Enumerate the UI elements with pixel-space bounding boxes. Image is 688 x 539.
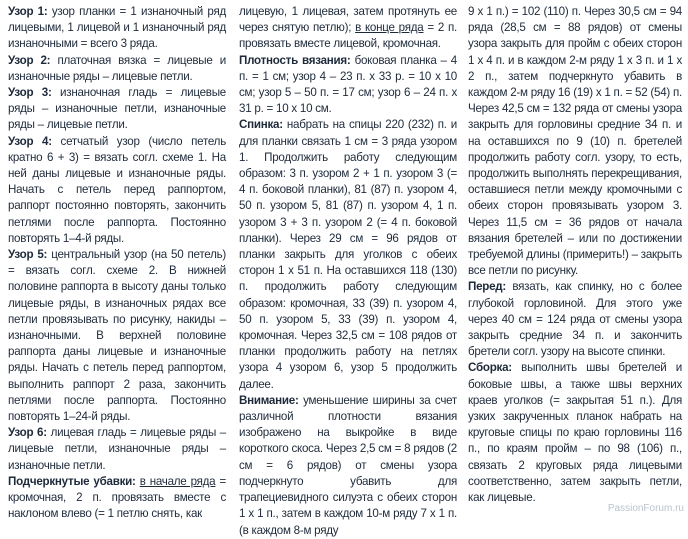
paragraph-front: [468, 279, 682, 360]
heading-pattern-3: Узор 3:: [8, 86, 52, 100]
paragraph-attention: [239, 393, 457, 539]
paragraph-back-cont: [468, 4, 682, 279]
text-pattern-3: изнаночная гладь = лицевые ряды – изнаночные петли, изнаночные ряды – лицевые петли.: [8, 86, 226, 132]
heading-pattern-5: Узор 5:: [8, 248, 48, 262]
text-attention: уменьшение ширины за счет различной плотности вязания изображено на выкройке в виде короткого скоса. Через 2,5 см = 8 рядов (2 см = 6 рядов) от смены узора подчеркнуто убавить для трапециевидного силуэта с обеих сторон 1 x 1 п., затем в каждом 10-м ряду 7 x 1 п. (в каждом 8-м ряду: [239, 393, 457, 537]
paragraph-pattern-1: [8, 4, 226, 53]
text-pattern-4: сетчатый узор (число петель кратно 6 + 3) = вязать согл. схеме 1. На ней даны лицевые и изнаночные ряды. Начать с петель перед раппортом, раппорт постоянно повторять, закончить петлями после раппорта. Постоянно повторять 1–4-й ряды.: [8, 134, 226, 245]
heading-back: Спинка:: [239, 118, 283, 132]
paragraph-gauge: [239, 53, 457, 118]
text-assembly: выполнить швы бретелей и боковые швы, а также швы верхних краев уголков (= закрытая 51 п.). Для узких закрученных планок набрать на круговые спицы по краю горловины 116 п., по краям пройм – по 98 (106) п., связать 2 круговых ряда лицевыми соответственно, затем закрыть петли, как лицевые.: [468, 361, 682, 505]
heading-assembly: Сборка:: [468, 361, 512, 375]
paragraph-back: [239, 117, 457, 392]
text-front: вязать, как спинку, но с более глубокой горловиной. Для этого уже через 40 см = 124 ряда от смены узора закрыть средние 34 п. и закончить бретели согл. узору на высоте спинки.: [468, 280, 682, 359]
paragraph-decreases-cont: [239, 4, 457, 53]
column-2: [239, 4, 457, 539]
column-3: [468, 4, 682, 506]
text-pattern-2: платочная вязка = лицевые и изнаночные ряды – лицевые петли.: [8, 53, 226, 83]
underline-row-end: в конце ряда: [355, 21, 424, 35]
paragraph-pattern-4: [8, 134, 226, 247]
heading-pattern-2: Узор 2:: [8, 53, 51, 67]
column-1: [8, 4, 226, 523]
paragraph-pattern-6: [8, 425, 226, 474]
text-decreases-end: = 2 п. провязать вместе лицевой, кромочная.: [239, 21, 457, 51]
text-decreases: = кромочная, 2 п. провязать вместе с наклоном влево (= 1 петлю снять, как: [8, 474, 226, 521]
paragraph-pattern-5: [8, 247, 226, 425]
text-decreases-cont: лицевую, 1 лицевая, затем протянуть ее через снятую петлю);: [239, 5, 457, 35]
heading-attention: Внимание:: [239, 393, 299, 407]
paragraph-decreases: [8, 474, 226, 523]
heading-pattern-1: Узор 1:: [8, 5, 48, 18]
heading-pattern-4: Узор 4:: [8, 134, 52, 148]
paragraph-pattern-2: [8, 53, 226, 85]
heading-front: Перед:: [468, 280, 507, 294]
underline-row-start: в начале ряда: [139, 474, 216, 488]
heading-pattern-6: Узор 6:: [8, 426, 47, 440]
text-back: набрать на спицы 220 (232) п. и для планки связать 1 см = 3 ряда узором 1. Продолжить работу следующим образом: 3 п. узором 2 + 1 п. узором 3 (= 4 п. боковой планки), 81 (87) п. узором 4, 50 п. узором 5, 81 (87) п. узором 4, 1 п. узором 3 + 3 п. узором 2 (= 4 п. боковой планки). Через 29 см = 96 рядов от планки закрыть для уголков с обеих сторон 1 x 51 п. На оставшихся 118 (130) п. продолжить работу следующим образом: кромочная, 33 (39) п. узором 4, 50 п. узором 5, 33 (39) п. узором 4, кромочная. Через 32,5 см = 108 рядов от планки продолжить работу на петлях узора 4 узором 6, узор 5 продолжить далее.: [239, 118, 457, 391]
paragraph-pattern-3: [8, 85, 226, 134]
text-pattern-1: узор планки = 1 изнаночный ряд лицевыми, 1 лицевой и 1 изнаночный ряд изнаночными = всего 3 ряда.: [8, 5, 226, 51]
paragraph-assembly: [468, 360, 682, 506]
watermark: PassionForum.ru: [607, 503, 684, 514]
text-gauge: боковая планка – 4 п. = 1 см; узор 4 – 23 п. x 33 р. = 10 x 10 см; узор 5 – 50 п. = 17 см; узор 6 – 24 п. x 31 р. = 10 x 10 см.: [239, 53, 457, 116]
heading-gauge: Плотность вязания:: [239, 53, 351, 67]
text-pattern-5: центральный узор (на 50 петель) = вязать согл. схеме 2. В нижней половине раппорта в высоту даны только лицевые ряды, в изнаночных рядах все петли провязывать по рисунку, накиды – изнаночными. В верхней половине раппорта даны лицевые и изнаночные ряды. Начать с петель перед раппортом, выполнить раппорт 2 раза, закончить петлями после раппорта. Постоянно повторять 1–24-й ряды.: [8, 248, 226, 424]
text-back-cont: 9 x 1 п.) = 102 (110) п. Через 30,5 см = 94 ряда (28,5 см = 88 рядов) от смены узора закрыть для пройм с обеих сторон 1 x 4 п. и в каждом 2-м ряду 1 x 3 п. и 1 x 2 п., затем подчеркнуто убавить в каждом 2-м ряду 16 (19) x 1 п. = 52 (54) п. Через 42,5 см = 132 ряда от смены узора закрыть для горловины средние 34 п. и на оставшихся по 9 (10) п. бретелей продолжить работу согл. узору, то есть, продолжить выполнять перекрещивания, оставшиеся петли между кромочными с обеих сторон провязывать узором 3. Через 11,5 см = 36 рядов от начала вязания бретелей – или по достижении требуемой длины (примерить!) – закрыть все петли по рисунку.: [468, 5, 682, 278]
heading-decreases: Подчеркнутые убавки:: [8, 474, 136, 488]
text-pattern-6: лицевая гладь = лицевые ряды – лицевые петли, изнаночные ряды – изнаночные петли.: [8, 426, 226, 472]
